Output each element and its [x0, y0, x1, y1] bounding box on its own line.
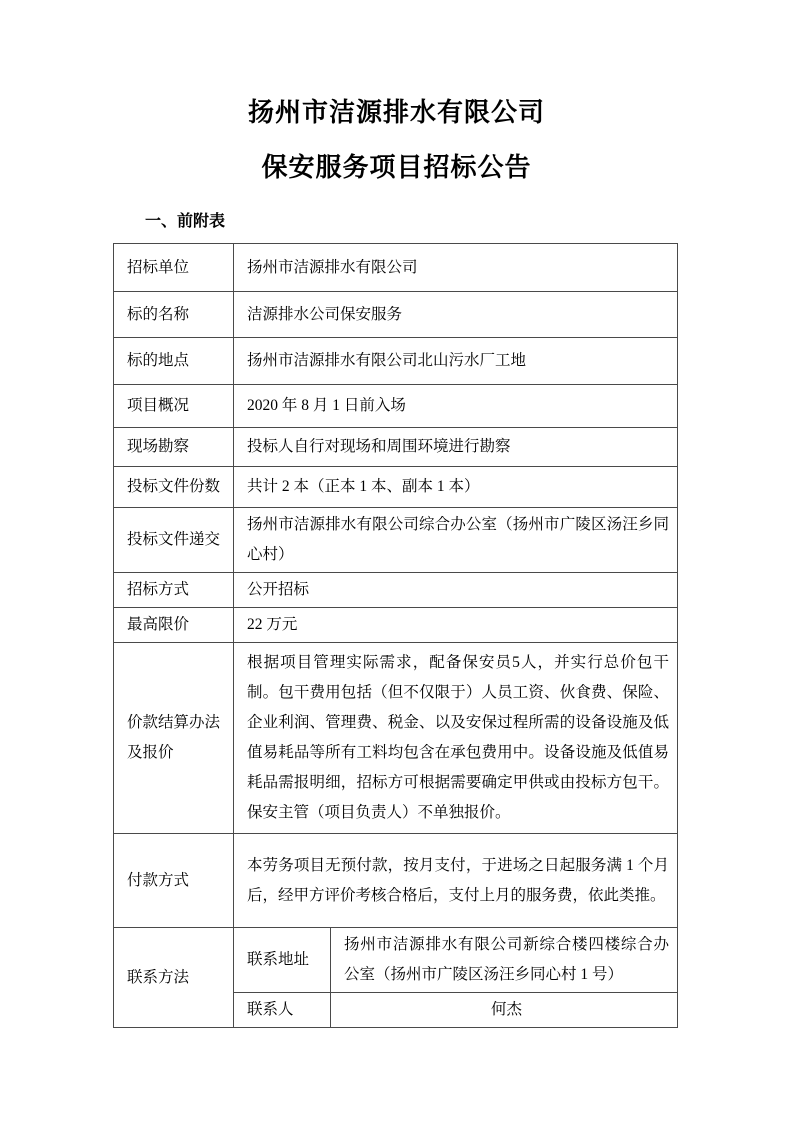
contact-person-value: 何杰	[331, 993, 678, 1028]
table-row-bid-copies	[114, 467, 678, 508]
tender-unit-label: 招标单位	[114, 244, 234, 292]
subject-location-label: 标的地点	[114, 338, 234, 385]
table-row-pricing-method	[114, 643, 678, 834]
bid-submission-label: 投标文件递交	[114, 508, 234, 573]
bid-copies-value: 共计 2 本（正本 1 本、副本 1 本）	[234, 467, 678, 508]
contact-address-label: 联系地址	[234, 928, 331, 993]
contact-address-value: 扬州市洁源排水有限公司新综合楼四楼综合办公室（扬州市广陵区汤汪乡同心村 1 号）	[331, 928, 678, 993]
pricing-method-value: 根据项目管理实际需求，配备保安员5人，并实行总价包干制。包干费用包括（但不仅限于）人员工资、伙食费、保险、企业利润、管理费、税金、以及安保过程所需的设备设施及低值易耗品等所有工料均包含在承包费用中。设备设施及低值易耗品需报明细，招标方可根据需要确定甲供或由投标方包干。保安主管（项目负责人）不单独报价。	[234, 643, 678, 834]
table-row-project-overview	[114, 385, 678, 428]
subject-location-value: 扬州市洁源排水有限公司北山污水厂工地	[234, 338, 678, 385]
tender-method-label: 招标方式	[114, 573, 234, 608]
bid-submission-value: 扬州市洁源排水有限公司综合办公室（扬州市广陵区汤汪乡同心村）	[234, 508, 678, 573]
document-title-line1: 扬州市洁源排水有限公司	[247, 98, 545, 127]
document-title-line2: 保安服务项目招标公告	[261, 153, 532, 182]
site-survey-value: 投标人自行对现场和周围环境进行勘察	[234, 428, 678, 467]
project-overview-label: 项目概况	[114, 385, 234, 428]
table-row-subject-name	[114, 292, 678, 338]
table-row-payment-terms	[114, 834, 678, 928]
max-price-label: 最高限价	[114, 608, 234, 643]
max-price-value: 22 万元	[234, 608, 678, 643]
bid-copies-label: 投标文件份数	[114, 467, 234, 508]
subject-name-value: 洁源排水公司保安服务	[234, 292, 678, 338]
table-row-subject-location	[114, 338, 678, 385]
contact-person-label: 联系人	[234, 993, 331, 1028]
table-row-tender-unit	[114, 244, 678, 292]
tender-method-value: 公开招标	[234, 573, 678, 608]
table-row-bid-submission	[114, 508, 678, 573]
table-row-contact-address	[114, 928, 678, 993]
table-row-tender-method	[114, 573, 678, 608]
front-attached-table	[113, 243, 678, 1028]
pricing-method-label: 价款结算办法及报价	[114, 643, 234, 834]
project-overview-value: 2020 年 8 月 1 日前入场	[234, 385, 678, 428]
contact-method-label: 联系方法	[114, 928, 234, 1028]
payment-terms-value: 本劳务项目无预付款，按月支付，于进场之日起服务满 1 个月后，经甲方评价考核合格后，支付上月的服务费，依此类推。	[234, 834, 678, 928]
section-heading-front-table: 一、前附表	[145, 213, 226, 230]
payment-terms-label: 付款方式	[114, 834, 234, 928]
table-row-max-price	[114, 608, 678, 643]
subject-name-label: 标的名称	[114, 292, 234, 338]
table-row-site-survey	[114, 428, 678, 467]
site-survey-label: 现场勘察	[114, 428, 234, 467]
tender-unit-value: 扬州市洁源排水有限公司	[234, 244, 678, 292]
